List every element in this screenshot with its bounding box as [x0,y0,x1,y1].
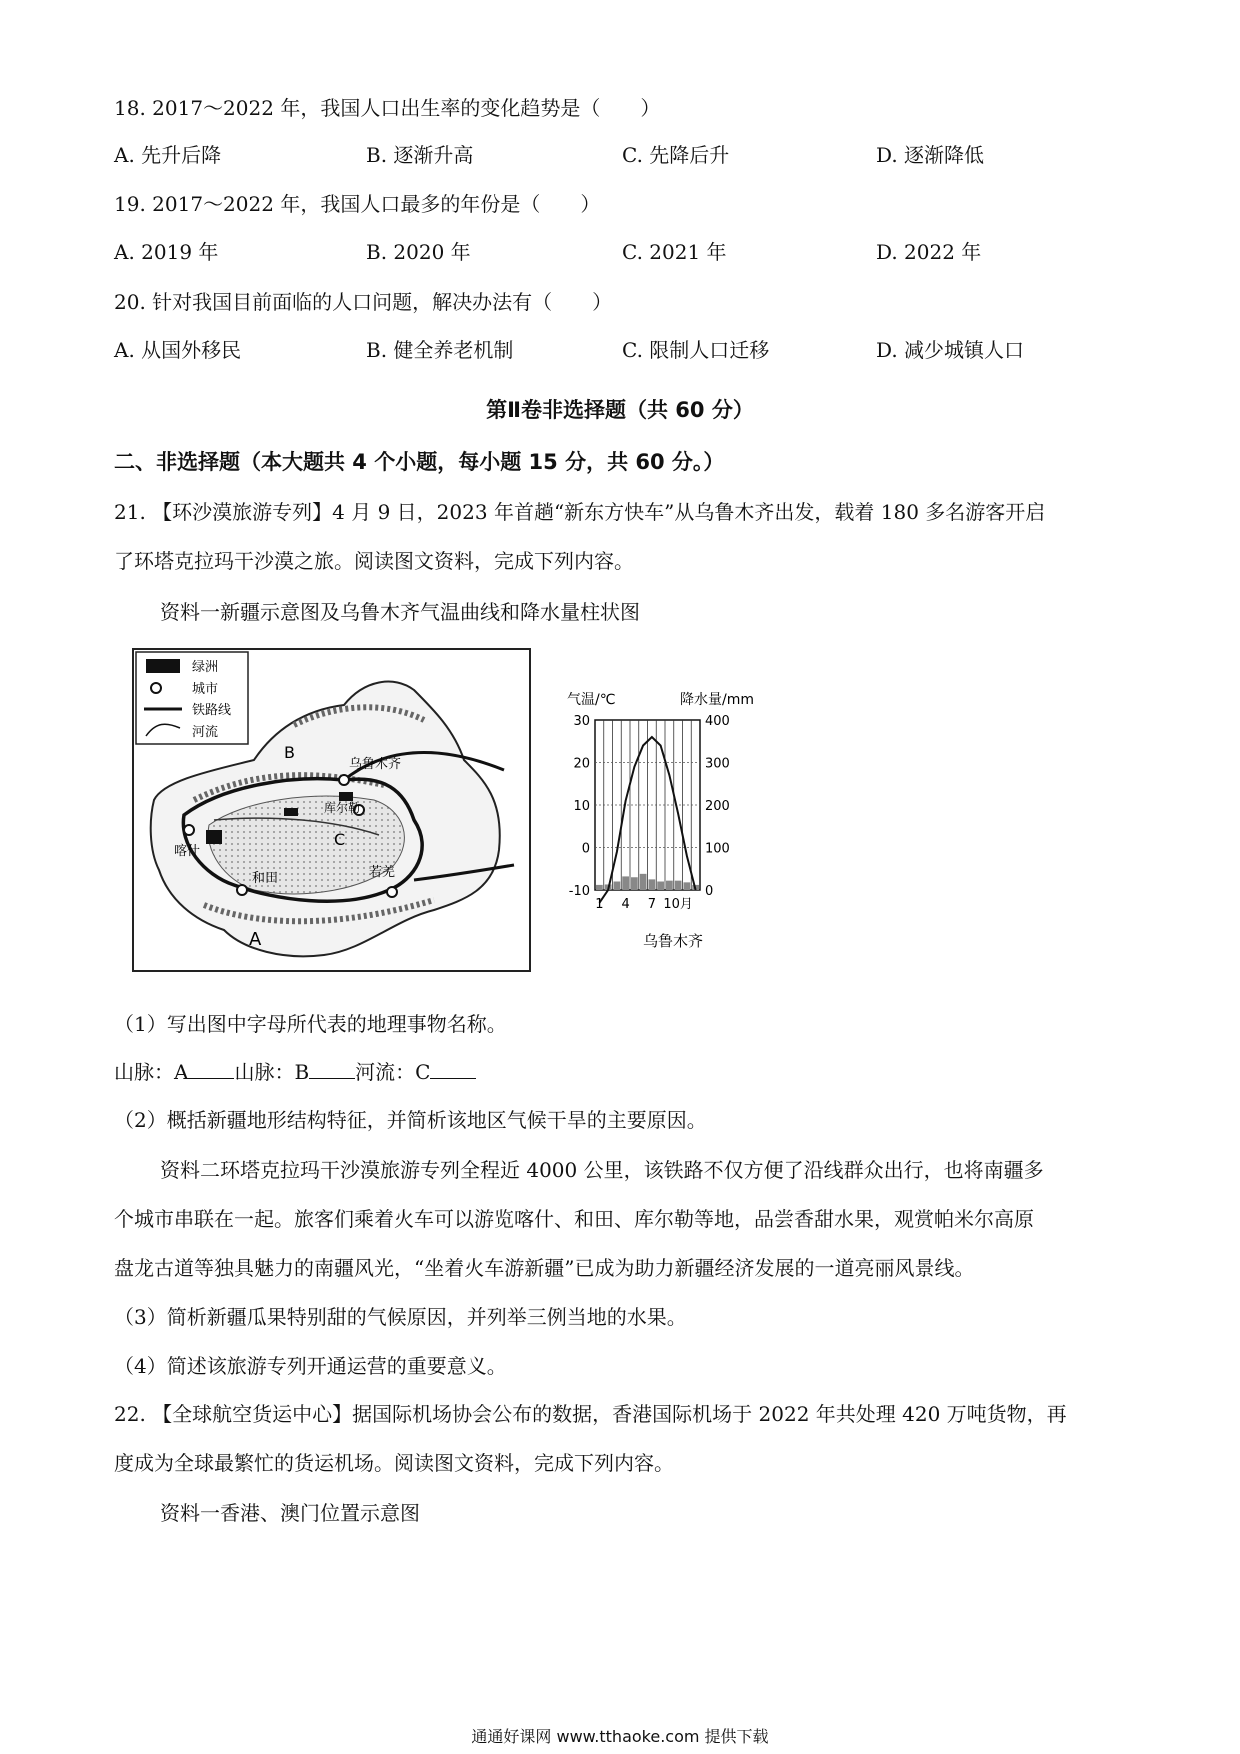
q20-option-c[interactable]: C. 限制人口迁移 [622,338,770,362]
precip-bar [649,879,656,890]
x-tick-label: 7 [647,897,657,912]
precip-bar [631,877,638,890]
label-kashgar: 喀什 [174,844,201,859]
q21-sub4: （4）简述该旅游专列开通运营的重要意义。 [114,1354,507,1378]
city-urumqi-marker [339,775,349,785]
left-tick-label: -10 [568,884,590,899]
right-tick-label: 0 [705,884,714,899]
section-title: 第Ⅱ卷非选择题（共 60 分） [486,398,754,422]
part-title: 二、非选择题（本大题共 4 个小题，每小题 15 分，共 60 分。） [114,450,725,474]
precip-bar [622,876,629,890]
q21-intro-line1: 21. 【环沙漠旅游专列】4 月 9 日，2023 年首趟“新东方快车”从乌鲁木齐出发，载着 180 多名游客开启 [114,500,1046,524]
right-axis-title: 降水量/mm [680,692,754,708]
q20-option-d[interactable]: D. 减少城镇人口 [876,338,1025,362]
oasis-north [284,808,298,816]
q18-option-a[interactable]: A. 先升后降 [114,143,222,167]
q20-option-b[interactable]: B. 健全养老机制 [366,338,514,362]
letter-b: B [284,743,295,762]
x-tick-label: 1 [595,897,604,912]
legend-oasis-symbol [146,659,180,673]
label-korla: 库尔勒 [324,801,361,815]
q21-sub1: （1）写出图中字母所代表的地理事物名称。 [114,1012,507,1036]
legend-river-label: 河流 [192,725,219,740]
q18-option-b[interactable]: B. 逐渐升高 [366,143,474,167]
letter-a: A [249,929,262,950]
fill-b-blank[interactable] [309,1060,355,1079]
oasis-kashgar [206,830,222,844]
precip-bar [675,881,682,890]
q19-stem: 19. 2017～2022 年，我国人口最多的年份是（ ） [114,192,601,216]
page-footer: 通通好课网 www.tthaoke.com 提供下载 [471,1727,769,1746]
city-kashgar-marker [184,825,194,835]
q22-intro-line1: 22. 【全球航空货运中心】据国际机场协会公布的数据，香港国际机场于 2022 年共处理 420 万吨货物，再 [114,1402,1067,1426]
q21-sub2: （2）概括新疆地形结构特征，并简析该地区气候干旱的主要原因。 [114,1108,707,1132]
q22-material1-title: 资料一香港、澳门位置示意图 [160,1501,420,1525]
q21-material2-line3: 盘龙古道等独具魅力的南疆风光，“坐着火车游新疆”已成为助力新疆经济发展的一道亮丽风景线。 [114,1256,975,1280]
xinjiang-map [132,648,531,972]
fill-a-label: 山脉：A [114,1060,189,1084]
left-tick-label: 10 [573,799,590,814]
q21-material1-title: 资料一新疆示意图及乌鲁木齐气温曲线和降水量柱状图 [160,600,640,624]
right-tick-label: 200 [705,799,730,814]
left-axis-title: 气温/℃ [567,692,616,708]
precip-bar [666,881,673,890]
right-tick-label: 300 [705,756,730,772]
precip-bar [684,882,691,890]
q19-option-d[interactable]: D. 2022 年 [876,240,982,264]
q18-option-c[interactable]: C. 先降后升 [622,143,730,167]
precip-bar [640,874,647,890]
precip-bar [657,882,664,891]
left-tick-label: 0 [581,841,590,857]
q20-stem: 20. 针对我国目前面临的人口问题，解决办法有（ ） [114,290,613,314]
chart-caption: 乌鲁木齐 [642,932,704,950]
label-urumqi: 乌鲁木齐 [349,757,402,772]
urumqi-climate-chart [555,690,785,950]
letter-c: C [334,830,346,849]
climate-chart-svg [555,690,785,950]
precip-bar [596,885,603,890]
right-tick-label: 100 [705,841,730,857]
city-ruoqiang-marker [387,887,397,897]
fill-b-label: 山脉：B [234,1060,310,1084]
q19-option-a[interactable]: A. 2019 年 [114,240,219,264]
xinjiang-map-drawing [134,650,529,970]
q18-option-d[interactable]: D. 逐渐降低 [876,143,985,167]
legend-city-label: 城市 [192,682,219,697]
precip-bar [614,882,621,891]
q21-material2-line1: 资料二环塔克拉玛干沙漠旅游专列全程近 4000 公里，该铁路不仅方便了沿线群众出行，也将南疆多 [160,1158,1044,1182]
q22-intro-line2: 度成为全球最繁忙的货运机场。阅读图文资料，完成下列内容。 [114,1451,674,1475]
right-tick-label: 400 [705,714,730,729]
fill-c-blank[interactable] [430,1060,476,1079]
legend-city-symbol [151,683,161,693]
x-tick-label: 10月 [663,897,693,912]
left-tick-label: 20 [573,756,590,772]
left-tick-label: 30 [573,714,590,729]
q19-option-c[interactable]: C. 2021 年 [622,240,727,264]
q20-option-a[interactable]: A. 从国外移民 [114,338,242,362]
fill-a-blank[interactable] [188,1060,234,1079]
q21-material2-line2: 个城市串联在一起。旅客们乘着火车可以游览喀什、和田、库尔勒等地，品尝香甜水果，观赏帕米尔高原 [114,1207,1034,1231]
oasis-korla [339,792,353,801]
legend-railway-label: 铁路线 [192,703,232,718]
q19-option-b[interactable]: B. 2020 年 [366,240,471,264]
q18-stem: 18. 2017～2022 年，我国人口出生率的变化趋势是（ ） [114,96,661,120]
x-tick-label: 4 [621,897,630,912]
q21-sub1-fill [114,1056,476,1085]
q21-sub3: （3）简析新疆瓜果特别甜的气候原因，并列举三例当地的水果。 [114,1305,687,1329]
q21-intro-line2: 了环塔克拉玛干沙漠之旅。阅读图文资料，完成下列内容。 [114,549,634,573]
fill-c-label: 河流：C [355,1060,431,1084]
legend-oasis-label: 绿洲 [192,660,219,675]
label-ruoqiang: 若羌 [369,865,396,880]
city-hotan-marker [237,885,247,895]
label-hotan: 和田 [252,871,279,886]
